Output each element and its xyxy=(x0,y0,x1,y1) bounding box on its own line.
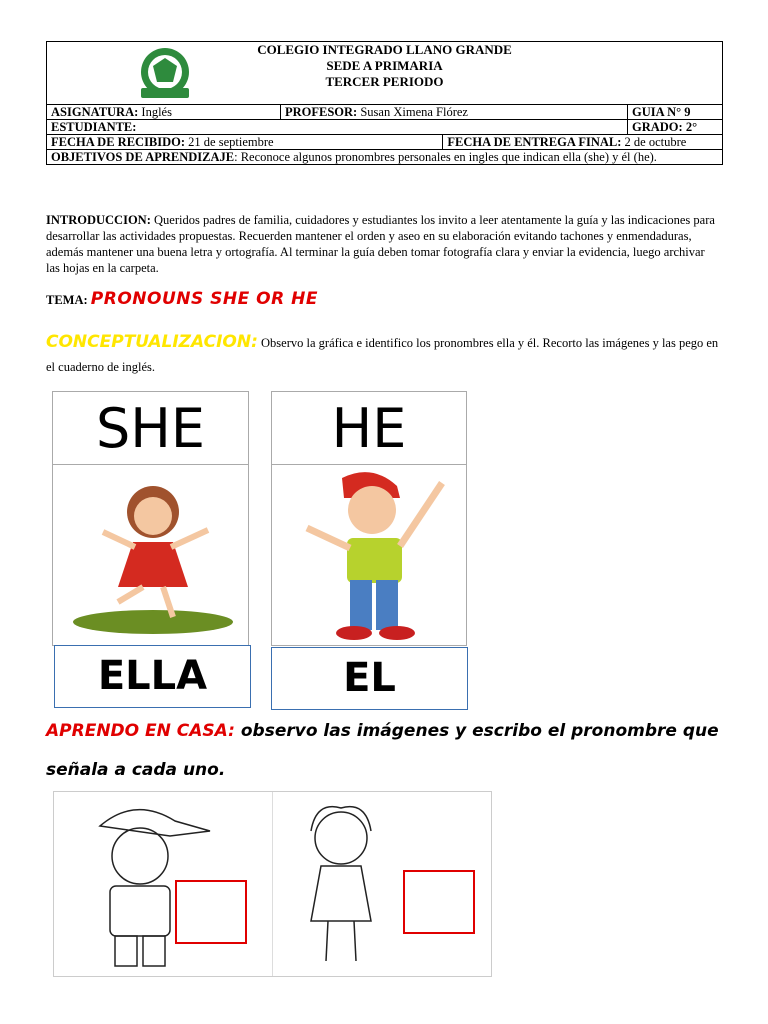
header-table xyxy=(46,41,723,165)
girl-outline-illustration xyxy=(276,796,406,972)
he-word: HE xyxy=(331,397,407,460)
objetivos-cell: OBJETIVOS DE APRENDIZAJE: Reconoce algunos pronombres personales en ingles que indican ella (she) y él (he). xyxy=(47,150,723,165)
tema-value: PRONOUNS SHE OR HE xyxy=(90,289,318,309)
guia-cell: GUIA N° 9 xyxy=(628,105,723,120)
tema-line: TEMA: PRONOUNS SHE OR HE xyxy=(46,289,318,309)
girl-illustration xyxy=(63,472,238,637)
he-card xyxy=(271,391,467,646)
she-card xyxy=(52,391,249,646)
el-box xyxy=(271,647,468,710)
el-word: EL xyxy=(343,655,396,701)
school-period: TERCER PERIODO xyxy=(325,74,444,89)
school-branch: SEDE A PRIMARIA xyxy=(326,58,443,73)
concept-title: CONCEPTUALIZACION: xyxy=(46,332,258,352)
aprendo-paragraph: APRENDO EN CASA: observo las imágenes y escribo el pronombre que señala a cada uno. xyxy=(46,721,719,780)
school-cell xyxy=(47,42,723,105)
profesor-cell: PROFESOR: Susan Ximena Flórez xyxy=(281,105,628,120)
intro-paragraph: INTRODUCCION: Queridos padres de familia, cuidadores y estudiantes los invito a leer atentamente la guía y las indicaciones para desarrollar las actividades propuestas. Recuerden mantener el orden y aseo en su elaboración evitando tachones y enmendaduras, además mantener una buena letra y ortografía. Al terminar la guía deben tomar fotografía clara y enviar la evidencia, luego archivar las hojas en la carpeta. xyxy=(46,213,715,275)
she-word: SHE xyxy=(95,397,205,460)
school-logo xyxy=(135,46,195,102)
recibido-cell: FECHA DE RECIBIDO: 21 de septiembre xyxy=(47,135,443,150)
asignatura-cell: ASIGNATURA: Inglés xyxy=(47,105,281,120)
answer-box-1[interactable] xyxy=(175,880,247,944)
answer-box-2[interactable] xyxy=(403,870,475,934)
school-name: COLEGIO INTEGRADO LLANO GRANDE xyxy=(257,42,512,57)
concept-paragraph: CONCEPTUALIZACION: Observo la gráfica e identifico los pronombres ella y él. Recorto las imágenes y las pego en el cuaderno de inglés. xyxy=(46,332,719,374)
entrega-cell: FECHA DE ENTREGA FINAL: 2 de octubre xyxy=(443,135,723,150)
activity-panel xyxy=(53,791,492,977)
boy-illustration xyxy=(282,468,457,643)
ella-box xyxy=(54,645,251,708)
ella-word: ELLA xyxy=(97,653,208,699)
estudiante-cell: ESTUDIANTE: xyxy=(47,120,628,135)
aprendo-title: APRENDO EN CASA: xyxy=(46,721,235,741)
grado-cell: GRADO: 2° xyxy=(628,120,723,135)
